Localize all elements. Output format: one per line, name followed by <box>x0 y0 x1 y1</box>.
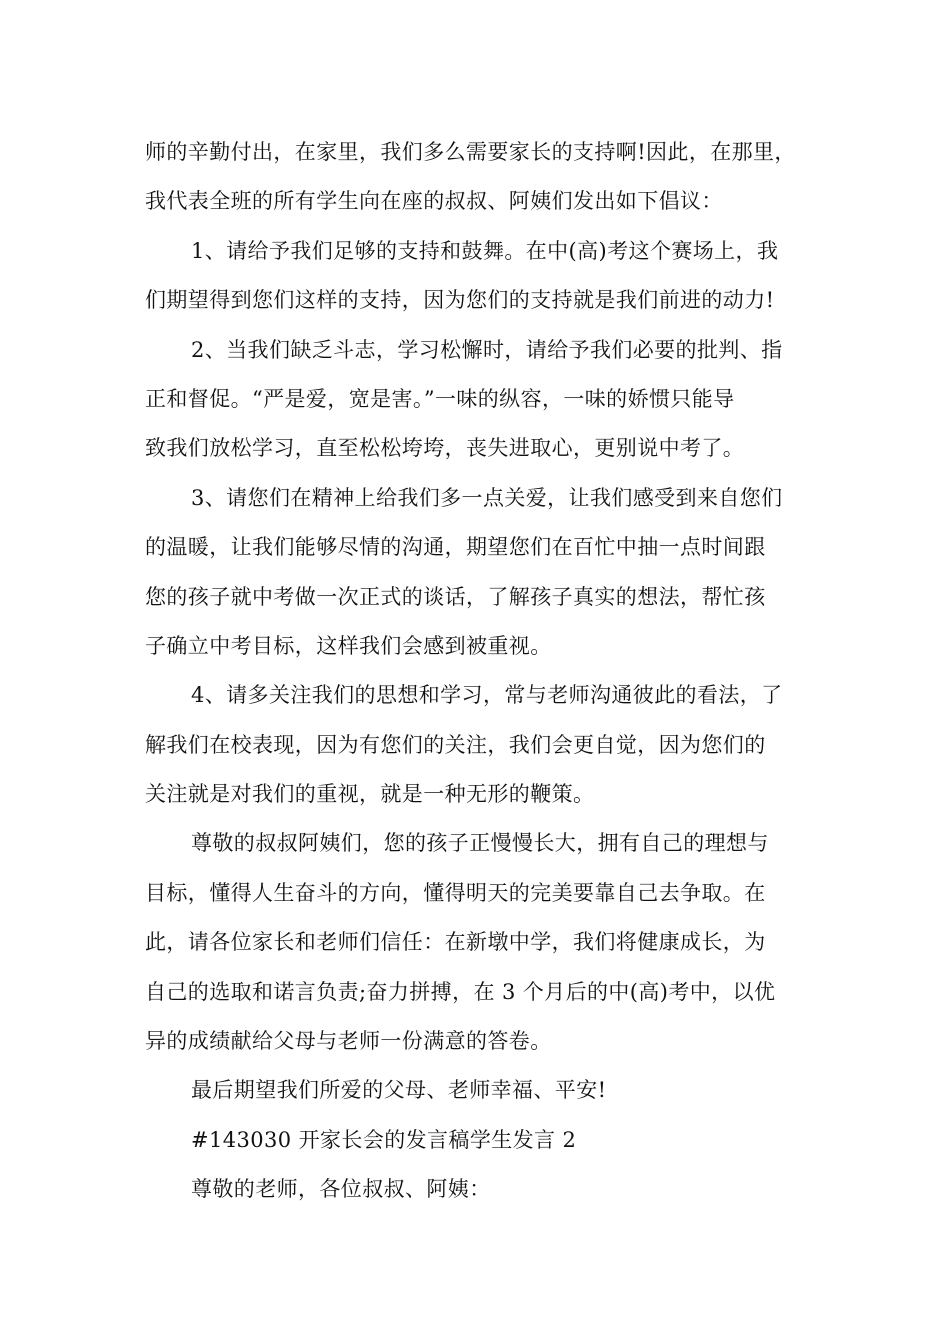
text-line: 此，请各位家长和老师们信任：在新墩中学，我们将健康成长，为 <box>145 930 766 955</box>
text-line: 们期望得到您们这样的支持，因为您们的支持就是我们前进的动力! <box>145 288 775 313</box>
text-line: 正和督促。“严是爱，宽是害。”一味的纵容，一味的娇惯只能导 <box>145 386 735 411</box>
section-heading: #143030 开家长会的发言稿学生发言 2 <box>191 1127 577 1152</box>
text-line: 2、当我们缺乏斗志，学习松懈时，请给予我们必要的批判、指 <box>191 337 783 362</box>
text-line: 尊敬的老师，各位叔叔、阿姨： <box>191 1177 491 1202</box>
text-line: 我代表全班的所有学生向在座的叔叔、阿姨们发出如下倡议： <box>145 189 723 214</box>
text-line: 子确立中考目标，这样我们会感到被重视。 <box>145 633 552 658</box>
text-line: 解我们在校表现，因为有您们的关注，我们会更自觉，因为您们的 <box>145 732 766 757</box>
text-line: 尊敬的叔叔阿姨们，您的孩子正慢慢长大，拥有自己的理想与 <box>191 831 769 856</box>
text-line: 3、请您们在精神上给我们多一点关爱，让我们感受到来自您们 <box>191 485 783 510</box>
document-body <box>145 128 810 1215</box>
text-line: 最后期望我们所爱的父母、老师幸福、平安! <box>191 1078 607 1103</box>
text-line: 目标，懂得人生奋斗的方向，懂得明天的完美要靠自己去争取。在 <box>145 880 766 905</box>
text-line: 异的成绩献给父母与老师一份满意的答卷。 <box>145 1029 552 1054</box>
text-line: 师的辛勤付出，在家里，我们多么需要家长的支持啊!因此，在那里， <box>145 140 796 164</box>
text-line: 自己的选取和诺言负责;奋力拼搏，在 3 个月后的中(高)考中，以优 <box>145 979 776 1004</box>
text-line: 的温暖，让我们能够尽情的沟通，期望您们在百忙中抽一点时间跟 <box>145 535 766 560</box>
text-line: 关注就是对我们的重视，就是一种无形的鞭策。 <box>145 782 595 807</box>
text-line: 1、请给予我们足够的支持和鼓舞。在中(高)考这个赛场上，我 <box>191 238 779 263</box>
text-line: 您的孩子就中考做一次正式的谈话，了解孩子真实的想法，帮忙孩 <box>145 584 766 609</box>
text-line: 4、请多关注我们的思想和学习，常与老师沟通彼此的看法，了 <box>191 683 783 708</box>
text-line: 致我们放松学习，直至松松垮垮，丧失进取心，更别说中考了。 <box>145 436 745 461</box>
